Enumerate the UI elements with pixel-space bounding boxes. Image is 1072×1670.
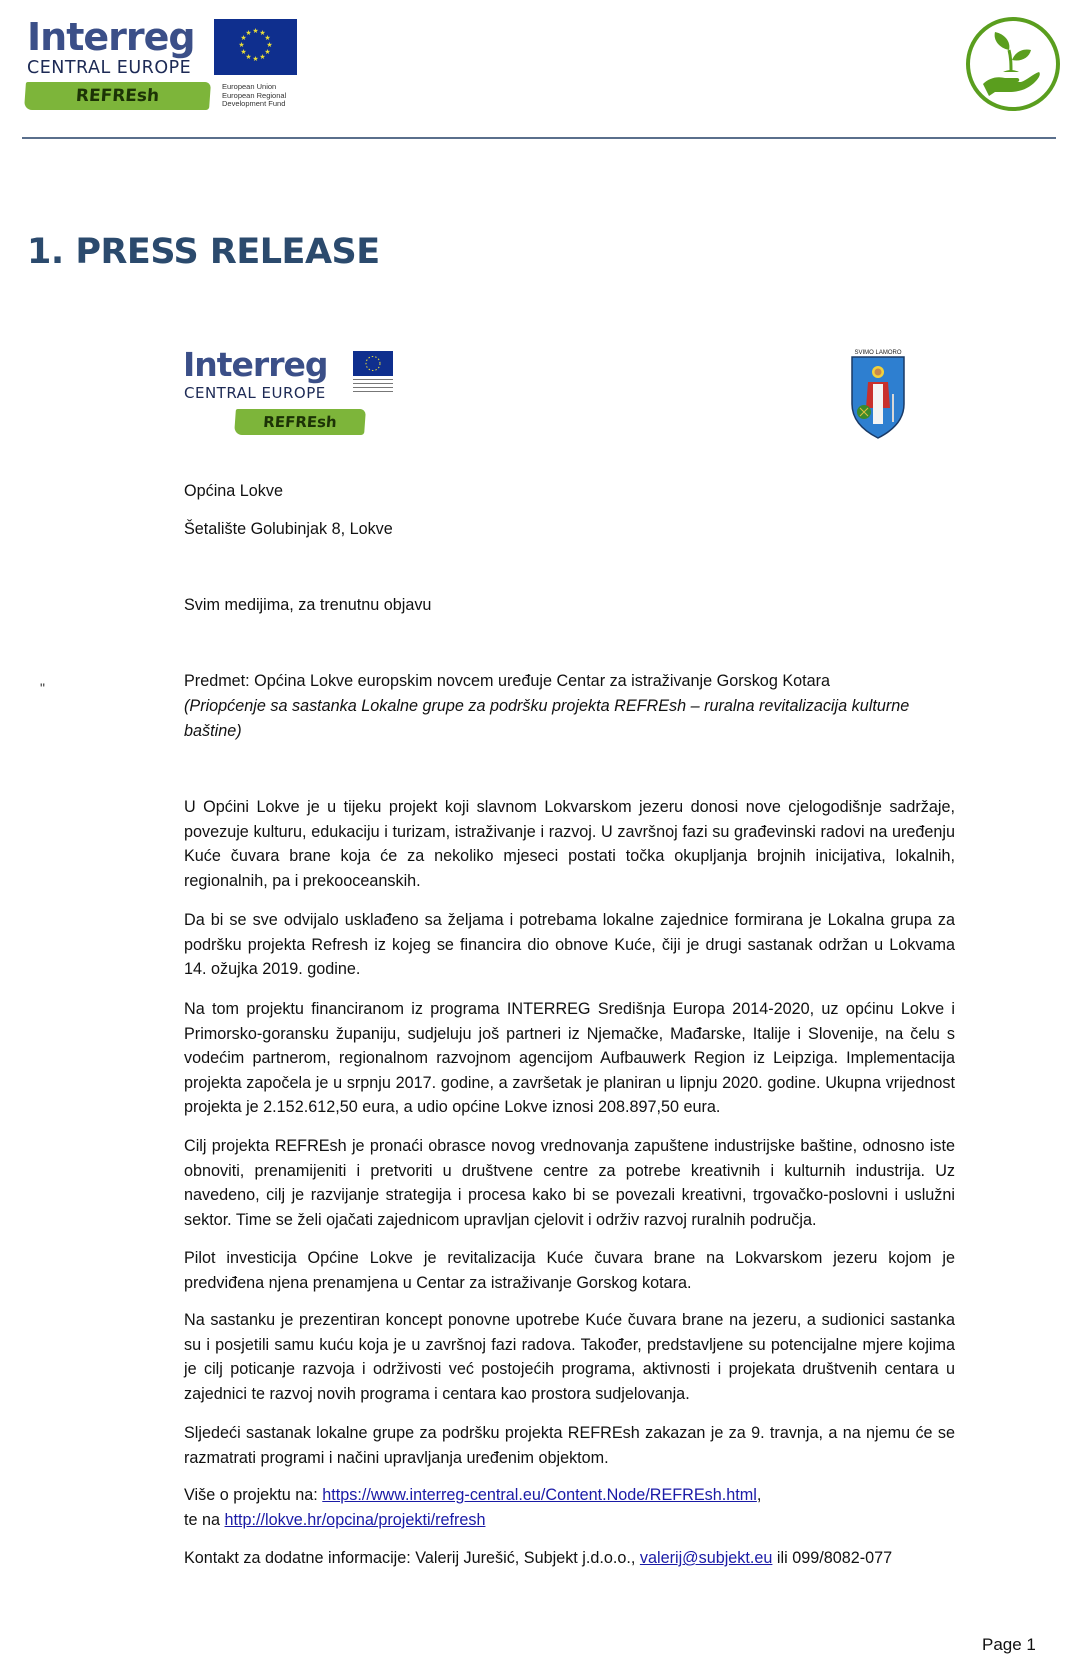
stray-quote-mark: " (40, 680, 45, 696)
svg-text:★: ★ (245, 29, 252, 37)
body-paragraph: Da bi se sve odvijalo usklađeno sa željama i potrebama lokalne zajednice formirana je Lokalna grupa za podršku projekta Refresh iz kojeg se financira dio obnove Kuće, čiji je drugi sastanak održan u Lokvama 14. ožujka 2019. godine. (184, 911, 955, 978)
svg-text:SVIMO LAMORO: SVIMO LAMORO (854, 350, 902, 356)
more-info-line-2 (184, 1508, 485, 1533)
interreg-project-link[interactable]: https://www.interreg-central.eu/Content.Node/REFREsh.html (322, 1486, 757, 1504)
logo-brand: Interreg (27, 15, 195, 59)
svg-text:★: ★ (245, 53, 252, 61)
svg-text:★: ★ (259, 53, 266, 61)
more-info-line-1 (184, 1483, 761, 1508)
logo-project-badge: REFREsh (24, 82, 211, 110)
contact-email-link[interactable]: valerij@subjekt.eu (639, 1549, 773, 1567)
body-paragraph: U Općini Lokve je u tijeku projekt koji slavnom Lokvarskom jezeru donosi nove cjelogodišnje sadržaje, povezuje kulturu, edukaciju i turizam, istraživanje i razvoj. U završnoj fazi su građevinski radovi na uređenju Kuće čuvara brane koja će za nekoliko mjeseci postati točka okupljanja brojnih inicijativa, lokalnih, regionalnih, pa i prekooceanskih. (184, 798, 955, 890)
body-paragraph: Na sastanku je prezentiran koncept ponovne upotrebe Kuće čuvara brane na jezeru, a sudionici sastanka su i posjetili samu kuću koja je u završnoj fazi radova. Također, predstavljene su potencijalne mjere kojima je cilj poticanje razvoja i održivosti već postojećih programa, aktivnosti i projekata društvenih centara u zajednici te razvoj novih programa i centara kao prostora sudjelovanja. (184, 1311, 955, 1403)
svg-text:★: ★ (259, 29, 266, 37)
svg-text:★: ★ (252, 27, 259, 35)
eu-flag-icon (214, 19, 297, 75)
subject-line: Predmet: Općina Lokve europskim novcem uređuje Centar za istraživanje Gorskog Kotara (184, 672, 831, 690)
letter-logo-program: CENTRAL EUROPE (184, 384, 326, 402)
more-info-prefix: Više o projektu na: (184, 1486, 323, 1504)
header-divider (22, 137, 1056, 139)
letter-interreg-logo (183, 345, 398, 443)
page-number: Page 1 (982, 1635, 1036, 1654)
comma: , (756, 1486, 762, 1504)
letter-logo-project-badge: REFREsh (234, 409, 366, 435)
plant-in-hand-icon (963, 14, 1063, 114)
page-title: 1. PRESS RELEASE (27, 232, 380, 272)
svg-text:★: ★ (252, 55, 259, 63)
body-paragraph: Cilj projekta REFREsh je pronaći obrasce novog vrednovanja zapuštene industrijske baštine, odnosno iste obnoviti, prenamijeniti i pretvoriti u društvene centre za potrebe kreativnih i kulturnih industrija. Uz navedeno, cilj je razvijanje strategija i procesa kako bi se povezali kreativni, trgovačko-poslovni i uslužni sektor. Time se želi ojačati zajednicom upravljan cjelovit i održiv razvoj ruralnih područja. (184, 1137, 955, 1229)
letter-logo-brand: Interreg (183, 345, 328, 384)
svg-text:★: ★ (238, 41, 245, 49)
lokve-project-link[interactable]: http://lokve.hr/opcina/projekti/refresh (224, 1511, 486, 1529)
svg-text:★: ★ (240, 34, 247, 42)
body-paragraph: Sljedeći sastanak lokalne grupe za podršku projekta REFREsh zakazan je za 9. travnja, a na njemu će se razmatrati programi i načini upravljanja uređenim objektom. (184, 1424, 955, 1467)
lokve-coat-of-arms-icon (846, 348, 910, 440)
more-info-prefix-2: te na (184, 1511, 225, 1529)
letter-eu-flag-icon (353, 351, 393, 376)
contact-suffix: ili 099/8082-077 (772, 1549, 893, 1567)
svg-text:★: ★ (264, 34, 271, 42)
sender-name: Općina Lokve (184, 482, 283, 500)
recipient-line: Svim medijima, za trenutnu objavu (184, 596, 432, 614)
body-paragraph: Na tom projektu financiranom iz programa INTERREG Središnja Europa 2014-2020, uz općinu Lokve i Primorsko-goransku županiju, sudjeluju još partneri iz Njemačke, Mađarske, Italije i Slovenije, na čelu s vodećim partnerom, regionalnom razvojnom agencijom Aufbauwerk Region iz Leipziga. Implementacija projekta započela je u srpnju 2017. godine, a završetak je planiran u lipnju 2020. godine. Ukupna vrijednost projekta je 2.152.612,50 eura, a udio općine Lokve iznosi 208.897,50 eura. (184, 1000, 955, 1116)
letter-eu-fund-text (353, 379, 393, 395)
subject-subtitle: (Priopćenje sa sastanka Lokalne grupe za podršku projekta REFREsh – ruralna revitalizacija kulturne baštine) (184, 697, 910, 740)
contact-prefix: Kontakt za dodatne informacije: Valerij Jurešić, Subjekt j.d.o.o., (184, 1549, 640, 1567)
eu-fund-text: European Union European Regional Development Fund (222, 82, 287, 109)
svg-text:★: ★ (266, 41, 273, 49)
svg-text:★: ★ (240, 48, 247, 56)
svg-text:★: ★ (264, 48, 271, 56)
sender-address: Šetalište Golubinjak 8, Lokve (184, 520, 393, 538)
contact-line (184, 1546, 892, 1571)
interreg-refresh-header-logo (25, 16, 305, 116)
body-paragraph: Pilot investicija Općine Lokve je revitalizacija Kuće čuvara brane na Lokvarskom jezeru kojom je predviđena njena prenamjena u Centar za istraživanje Gorskog kotara. (184, 1249, 955, 1292)
logo-program: CENTRAL EUROPE (27, 58, 192, 78)
